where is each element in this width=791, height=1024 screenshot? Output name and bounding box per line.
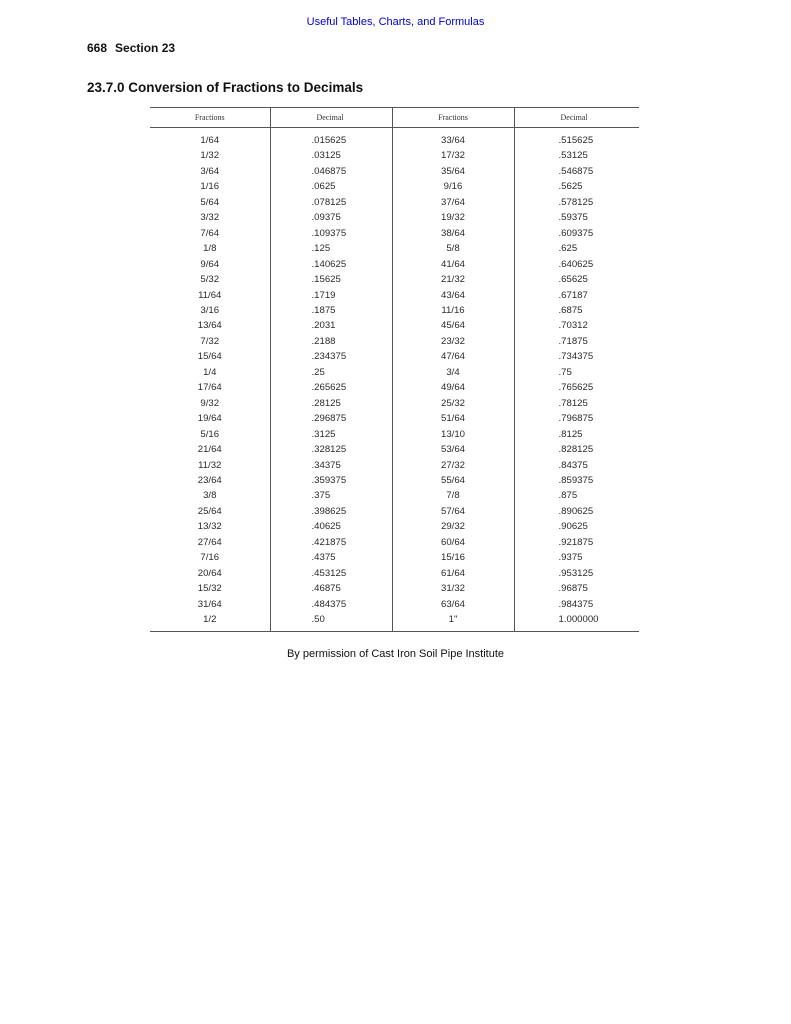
- table-row: [150, 128, 639, 149]
- table-row: [150, 226, 639, 241]
- fraction-cell: 13/10: [392, 427, 514, 442]
- column-header-decimal-2: Decimal: [514, 108, 639, 128]
- decimal-cell: .53125: [514, 148, 639, 163]
- fraction-cell: 63/64: [392, 597, 514, 612]
- decimal-cell: .15625: [270, 272, 392, 287]
- decimal-cell: .015625: [270, 128, 392, 149]
- fraction-cell: 25/64: [197, 505, 222, 517]
- fraction-cell: 11/32: [198, 459, 222, 471]
- fraction-cell: 31/32: [392, 581, 514, 596]
- decimal-cell: .484375: [270, 597, 392, 612]
- decimal-cell: .03125: [270, 148, 392, 163]
- decimal-cell: .609375: [514, 226, 639, 241]
- fraction-cell: 20/64: [197, 567, 222, 579]
- fraction-cell: 1/4: [203, 366, 217, 378]
- fraction-cell: 3/64: [200, 165, 220, 177]
- decimal-cell: .25: [270, 365, 392, 380]
- decimal-cell: .3125: [270, 427, 392, 442]
- conversion-table-container: [150, 107, 639, 632]
- fraction-cell: 7/64: [200, 227, 220, 239]
- table-row: [150, 597, 639, 612]
- decimal-cell: .921875: [514, 535, 639, 550]
- fraction-cell: 7/16: [200, 552, 220, 564]
- fraction-cell: 60/64: [392, 535, 514, 550]
- decimal-cell: .140625: [270, 257, 392, 272]
- fraction-cell: 15/32: [197, 583, 222, 595]
- table-row: [150, 427, 639, 442]
- decimal-cell: .46875: [270, 581, 392, 596]
- fraction-cell: 11/64: [198, 289, 222, 301]
- fraction-cell: 11/16: [392, 303, 514, 318]
- fraction-cell: 3/16: [200, 304, 220, 316]
- fraction-cell: 17/64: [197, 382, 222, 394]
- decimal-cell: .734375: [514, 349, 639, 364]
- decimal-cell: .234375: [270, 349, 392, 364]
- decimal-cell: .40625: [270, 519, 392, 534]
- fraction-cell: 21/32: [392, 272, 514, 287]
- fraction-cell: 21/64: [197, 444, 222, 456]
- fraction-cell: 9/64: [200, 258, 220, 270]
- fraction-cell: 19/32: [392, 210, 514, 225]
- decimal-cell: .84375: [514, 458, 639, 473]
- fraction-cell: 57/64: [392, 504, 514, 519]
- decimal-cell: .375: [270, 488, 392, 503]
- decimal-cell: .984375: [514, 597, 639, 612]
- table-row: [150, 195, 639, 210]
- table-row: [150, 519, 639, 534]
- fraction-cell: 61/64: [392, 566, 514, 581]
- table-row: [150, 458, 639, 473]
- decimal-cell: .8125: [514, 427, 639, 442]
- decimal-cell: .2031: [270, 318, 392, 333]
- decimal-cell: .828125: [514, 442, 639, 457]
- section-label: Section 23: [115, 41, 176, 55]
- table-body: [150, 128, 639, 632]
- table-row: [150, 442, 639, 457]
- table-row: [150, 210, 639, 225]
- fraction-cell: 29/32: [392, 519, 514, 534]
- decimal-cell: .5625: [514, 179, 639, 194]
- fraction-cell: 27/64: [197, 536, 222, 548]
- fraction-cell: 1/2: [150, 612, 270, 631]
- fraction-cell: 19/64: [197, 413, 222, 425]
- column-header-fractions: Fractions: [150, 108, 270, 128]
- decimal-cell: .28125: [270, 396, 392, 411]
- fraction-cell: 5/16: [200, 428, 220, 440]
- table-header-row: [150, 108, 639, 128]
- decimal-cell: .890625: [514, 504, 639, 519]
- fraction-cell: 47/64: [392, 349, 514, 364]
- fraction-cell: 15/64: [197, 351, 222, 363]
- table-row: [150, 550, 639, 565]
- fraction-cell: 35/64: [392, 164, 514, 179]
- fraction-cell: 27/32: [392, 458, 514, 473]
- decimal-cell: .359375: [270, 473, 392, 488]
- decimal-cell: .125: [270, 241, 392, 256]
- fraction-cell: 49/64: [392, 380, 514, 395]
- fraction-cell: 1/64: [200, 135, 220, 146]
- decimal-cell: .265625: [270, 380, 392, 395]
- decimal-cell: .875: [514, 488, 639, 503]
- fraction-cell: 53/64: [392, 442, 514, 457]
- decimal-cell: .078125: [270, 195, 392, 210]
- fraction-cell: 33/64: [392, 128, 514, 149]
- decimal-cell: .578125: [514, 195, 639, 210]
- table-row: [150, 612, 639, 631]
- fraction-cell: 1/32: [200, 150, 220, 162]
- decimal-cell: .78125: [514, 396, 639, 411]
- section-title: 23.7.0 Conversion of Fractions to Decimals: [87, 80, 364, 95]
- decimal-cell: .328125: [270, 442, 392, 457]
- fraction-cell: 23/32: [392, 334, 514, 349]
- table-row: [150, 164, 639, 179]
- decimal-cell: .9375: [514, 550, 639, 565]
- decimal-cell: .046875: [270, 164, 392, 179]
- decimal-cell: .765625: [514, 380, 639, 395]
- fraction-cell: 25/32: [392, 396, 514, 411]
- column-header-decimal: Decimal: [270, 108, 392, 128]
- fraction-cell: 13/64: [197, 320, 222, 332]
- decimal-cell: .296875: [270, 411, 392, 426]
- fraction-cell: 31/64: [197, 598, 222, 610]
- decimal-cell: .2188: [270, 334, 392, 349]
- fraction-cell: 5/8: [392, 241, 514, 256]
- table-row: [150, 488, 639, 503]
- fraction-cell: 41/64: [392, 257, 514, 272]
- decimal-cell: .6875: [514, 303, 639, 318]
- decimal-cell: .59375: [514, 210, 639, 225]
- decimal-cell: .96875: [514, 581, 639, 596]
- table-row: [150, 396, 639, 411]
- fraction-cell: 3/4: [392, 365, 514, 380]
- fraction-cell: 5/64: [200, 196, 220, 208]
- decimal-cell: .625: [514, 241, 639, 256]
- table-row: [150, 241, 639, 256]
- fraction-cell: 37/64: [392, 195, 514, 210]
- table-row: [150, 303, 639, 318]
- table-row: [150, 334, 639, 349]
- decimal-cell: .109375: [270, 226, 392, 241]
- table-row: [150, 365, 639, 380]
- table-row: [150, 566, 639, 581]
- decimal-cell: 1.000000: [514, 612, 639, 631]
- decimal-cell: .34375: [270, 458, 392, 473]
- fraction-cell: 51/64: [392, 411, 514, 426]
- fraction-cell: 9/16: [392, 179, 514, 194]
- decimal-cell: .90625: [514, 519, 639, 534]
- table-caption: By permission of Cast Iron Soil Pipe Institute: [286, 648, 505, 660]
- fraction-cell: 1/8: [203, 243, 217, 255]
- fraction-cell: 43/64: [392, 288, 514, 303]
- fraction-cell: 17/32: [392, 148, 514, 163]
- table-row: [150, 380, 639, 395]
- fraction-cell: 45/64: [392, 318, 514, 333]
- decimal-cell: .453125: [270, 566, 392, 581]
- table-row: [150, 581, 639, 596]
- decimal-cell: .50: [270, 612, 392, 631]
- fraction-cell: 1": [392, 612, 514, 631]
- header-link[interactable]: Useful Tables, Charts, and Formulas: [306, 16, 485, 28]
- decimal-cell: .70312: [514, 318, 639, 333]
- fraction-cell: 3/32: [200, 212, 220, 224]
- table-row: [150, 473, 639, 488]
- decimal-cell: .67187: [514, 288, 639, 303]
- table-row: [150, 257, 639, 272]
- decimal-cell: .546875: [514, 164, 639, 179]
- fraction-cell: 7/8: [392, 488, 514, 503]
- decimal-cell: .796875: [514, 411, 639, 426]
- table-row: [150, 179, 639, 194]
- table-row: [150, 349, 639, 364]
- decimal-cell: .421875: [270, 535, 392, 550]
- decimal-cell: .09375: [270, 210, 392, 225]
- table-row: [150, 535, 639, 550]
- table-row: [150, 318, 639, 333]
- fraction-cell: 5/32: [200, 274, 220, 286]
- decimal-cell: .398625: [270, 504, 392, 519]
- decimal-cell: .640625: [514, 257, 639, 272]
- fraction-cell: 1/16: [200, 181, 220, 193]
- decimal-cell: .515625: [514, 128, 639, 149]
- decimal-cell: .953125: [514, 566, 639, 581]
- decimal-cell: .65625: [514, 272, 639, 287]
- table-row: [150, 148, 639, 163]
- fraction-cell: 15/16: [392, 550, 514, 565]
- fraction-cell: 3/8: [203, 490, 217, 502]
- decimal-cell: .4375: [270, 550, 392, 565]
- decimal-cell: .0625: [270, 179, 392, 194]
- decimal-cell: .75: [514, 365, 639, 380]
- decimal-cell: .1719: [270, 288, 392, 303]
- decimal-cell: .71875: [514, 334, 639, 349]
- table-row: [150, 288, 639, 303]
- fraction-cell: 38/64: [392, 226, 514, 241]
- fraction-cell: 13/32: [197, 521, 222, 533]
- fraction-cell: 7/32: [200, 335, 220, 347]
- page-header: [87, 41, 175, 55]
- conversion-table: [150, 107, 639, 632]
- column-header-fractions-2: Fractions: [392, 108, 514, 128]
- decimal-cell: .1875: [270, 303, 392, 318]
- table-row: [150, 411, 639, 426]
- fraction-cell: 55/64: [392, 473, 514, 488]
- fraction-cell: 9/32: [200, 397, 220, 409]
- page-number: 668: [87, 41, 108, 55]
- table-row: [150, 504, 639, 519]
- fraction-cell: 23/64: [197, 474, 222, 486]
- decimal-cell: .859375: [514, 473, 639, 488]
- table-row: [150, 272, 639, 287]
